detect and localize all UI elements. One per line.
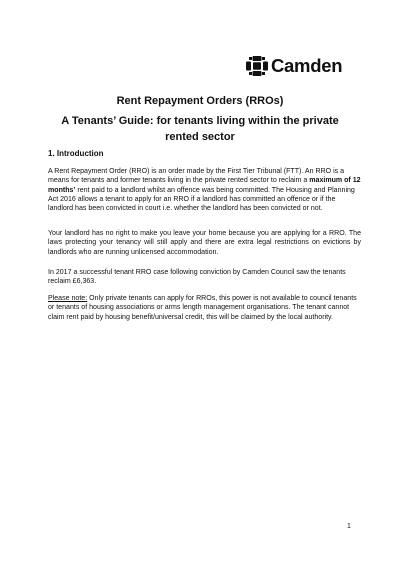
paragraph-4-text: Only private tenants can apply for RROs, this power is not available to council tenants or tenants of housing associations or arms length management organisations. The tenant cannot claim rent paid by housing benefit/universal credit, this will be claimed by the local authority. bbox=[48, 295, 357, 321]
document-subtitle: A Tenants’ Guide: for tenants living within the private rented sector bbox=[61, 115, 339, 143]
paragraph-1 bbox=[48, 167, 361, 213]
paragraph-1-bold: maximum of 12 months’ bbox=[48, 177, 361, 194]
logo-text: Camden bbox=[271, 55, 343, 76]
document-title: Rent Repayment Orders (RROs) bbox=[116, 95, 284, 107]
paragraph-4 bbox=[48, 294, 361, 322]
paragraph-2: Your landlord has no right to make you leave your home because you are applying for a RRO. The laws protecting your tenancy will still apply and there are extra legal restrictions on evictions by landlords who are running unlicensed accommodation. bbox=[48, 230, 361, 256]
paragraph-1-text-b: rent paid to a landlord whilst an offence was being committed. The Housing and Planning Act 2016 allows a tenant to apply for an RRO if a landlord has committed an offence or if the landlord has been convicted in court i.e. whether the landlord has been convicted or not. bbox=[48, 186, 355, 212]
camden-logo bbox=[246, 56, 342, 76]
camden-knot-icon bbox=[246, 56, 268, 76]
paragraph-1-text-a: A Rent Repayment Order (RRO) is an order made by the First Tier Tribunal (FTT). An RRO is a means for tenants and former tenants living in the private rented sector to reclaim a bbox=[48, 168, 345, 185]
section-heading: 1. Introduction bbox=[48, 149, 104, 158]
page-number: 1 bbox=[347, 523, 351, 530]
please-note-label: Please note: bbox=[48, 295, 88, 302]
paragraph-3: In 2017 a successful tenant RRO case following conviction by Camden Council saw the tenants reclaim £6,363. bbox=[48, 269, 346, 286]
